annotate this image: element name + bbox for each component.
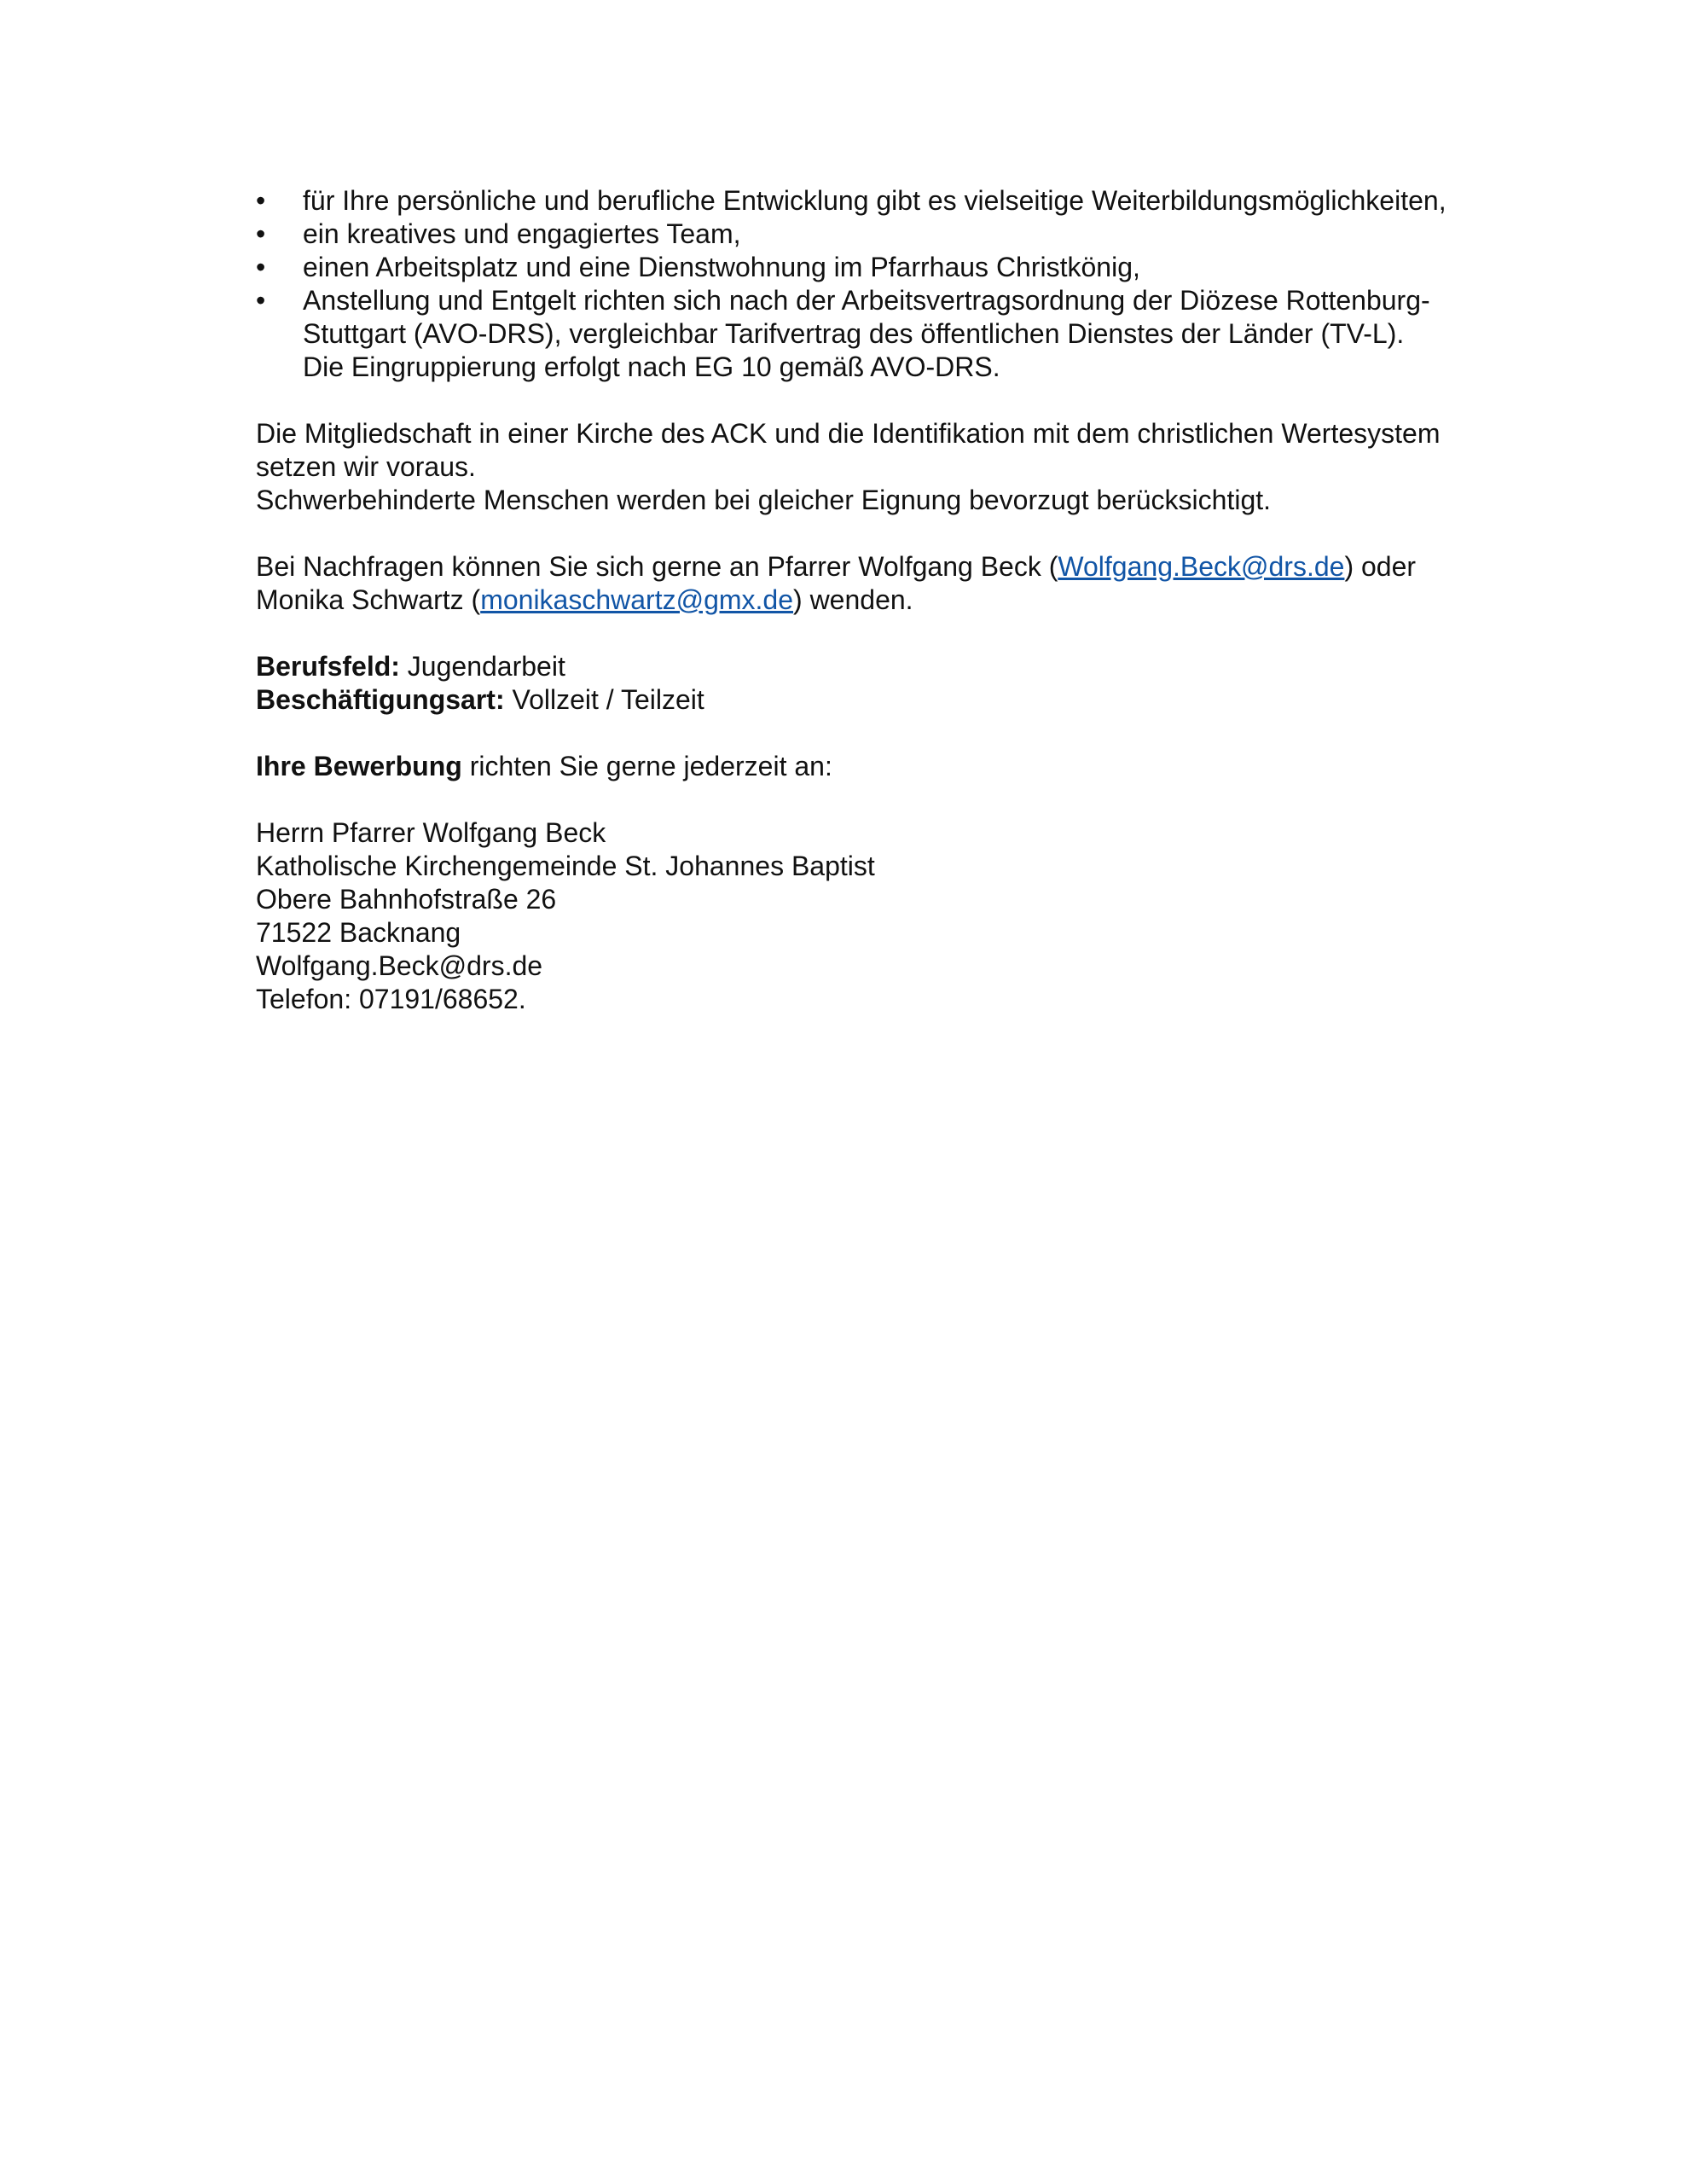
benefits-list bbox=[256, 184, 1450, 384]
application-bold: Ihre Bewerbung bbox=[256, 751, 462, 781]
employment-type-label: Beschäftigungsart: bbox=[256, 684, 505, 715]
address-organization: Katholische Kirchengemeinde St. Johannes Baptist bbox=[256, 851, 875, 881]
application-rest: richten Sie gerne jederzeit an: bbox=[461, 751, 832, 781]
bullet-icon: • bbox=[256, 285, 266, 316]
requirements-section bbox=[256, 417, 1450, 517]
benefit-text: Anstellung und Entgelt richten sich nach der Arbeitsvertragsordnung der Diözese Rottenburg-Stuttgart (AVO-DRS), vergleichbar Tarifvertrag des öffentlichen Dienstes der Länder (TV-L). Die Eingruppierung erfolgt nach EG 10 gemäß AVO-DRS. bbox=[303, 285, 1430, 382]
job-field-value: Jugendarbeit bbox=[399, 651, 565, 682]
inquiries-text-after: ) wenden. bbox=[793, 584, 913, 615]
address-email: Wolfgang.Beck@drs.de bbox=[256, 950, 543, 981]
benefit-text: für Ihre persönliche und berufliche Entwicklung gibt es vielseitige Weiterbildungsmöglichkeiten, bbox=[303, 185, 1446, 216]
job-field-label: Berufsfeld: bbox=[256, 651, 400, 682]
inquiries-text-middle: ) oder Monika Schwartz ( bbox=[256, 551, 1417, 615]
list-item bbox=[256, 184, 1450, 218]
list-item bbox=[256, 218, 1450, 251]
address-city: 71522 Backnang bbox=[256, 917, 461, 948]
job-field-line bbox=[256, 650, 1450, 683]
inquiries-paragraph bbox=[256, 550, 1450, 617]
application-instruction bbox=[256, 750, 1450, 783]
bullet-icon: • bbox=[256, 252, 266, 282]
bullet-icon: • bbox=[256, 218, 266, 249]
job-info-section bbox=[256, 650, 1450, 717]
benefit-text: einen Arbeitsplatz und eine Dienstwohnung im Pfarrhaus Christkönig, bbox=[303, 252, 1140, 282]
email-link-wolfgang-beck[interactable]: Wolfgang.Beck@drs.de bbox=[1058, 551, 1345, 582]
document-content bbox=[256, 184, 1450, 1016]
employment-type-line bbox=[256, 683, 1450, 717]
address-phone: Telefon: 07191/68652. bbox=[256, 984, 526, 1014]
list-item bbox=[256, 284, 1450, 384]
inquiries-text-before: Bei Nachfragen können Sie sich gerne an Pfarrer Wolfgang Beck ( bbox=[256, 551, 1058, 582]
address-name: Herrn Pfarrer Wolfgang Beck bbox=[256, 817, 606, 848]
membership-requirement: Die Mitgliedschaft in einer Kirche des ACK und die Identifikation mit dem christlichen Wertesystem setzen wir voraus. bbox=[256, 418, 1441, 482]
address-block bbox=[256, 816, 1450, 1016]
disability-notice: Schwerbehinderte Menschen werden bei gleicher Eignung bevorzugt berücksichtigt. bbox=[256, 485, 1272, 515]
employment-type-value: Vollzeit / Teilzeit bbox=[504, 684, 704, 715]
email-link-monika-schwartz[interactable]: monikaschwartz@gmx.de bbox=[480, 584, 794, 615]
bullet-icon: • bbox=[256, 185, 266, 216]
list-item bbox=[256, 251, 1450, 284]
address-street: Obere Bahnhofstraße 26 bbox=[256, 884, 557, 915]
benefit-text: ein kreatives und engagiertes Team, bbox=[303, 218, 741, 249]
